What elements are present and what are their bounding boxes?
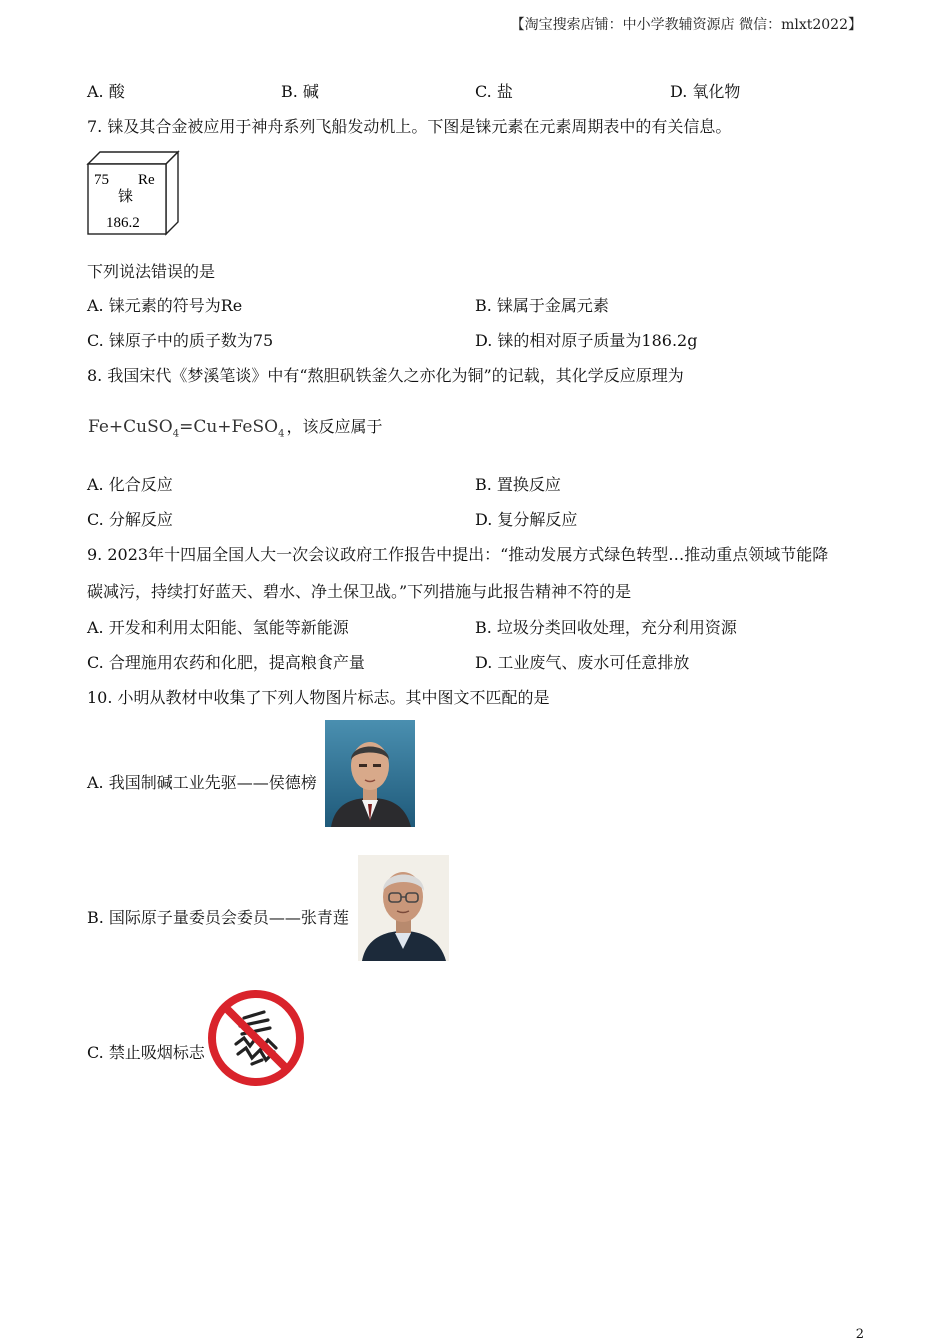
q8-option-d: D. 复分解反应 [475,510,578,529]
page-header: 【淘宝搜索店铺：中小学教辅资源店 微信：mlxt2022】 [510,17,862,33]
q6-option-a: A. 酸 [87,82,125,101]
chemical-equation: Fe+CuSO$_4$=Cu+FeSO$_4$ ，该反应属于 [88,417,383,440]
q7-option-b: B. 铼属于金属元素 [475,296,609,315]
q9-option-b: B. 垃圾分类回收处理，充分利用资源 [475,618,737,637]
q8-option-b: B. 置换反应 [475,475,561,494]
q6-option-c: C. 盐 [475,82,513,101]
q8-option-c: C. 分解反应 [87,510,173,529]
q9-option-c: C. 合理施用农药和化肥，提高粮食产量 [87,653,365,672]
portrait-photo-b [358,855,449,961]
q7-prompt: 下列说法错误的是 [87,262,216,281]
q7-stem: 7. 铼及其合金被应用于神舟系列飞船发动机上。下图是铼元素在元素周期表中的有关信息。 [87,117,732,136]
q9-stem-line2: 碳减污，持续打好蓝天、碧水、净土保卫战。”下列措施与此报告精神不符的是 [87,582,632,601]
portrait-photo-a [325,720,415,827]
q10-option-b: B. 国际原子量委员会委员——张青莲 [87,908,349,927]
q8-stem: 8. 我国宋代《梦溪笔谈》中有“熬胆矾铁釜久之亦化为铜”的记载，其化学反应原理为 [87,366,684,385]
page-number: 2 [855,1327,864,1342]
no-smoking-sign-icon [206,988,306,1088]
q7-option-c: C. 铼原子中的质子数为75 [87,331,274,350]
q10-stem: 10. 小明从教材中收集了下列人物图片标志。其中图文不匹配的是 [87,688,550,707]
element-number: 75 [94,172,109,188]
q7-option-d: D. 铼的相对原子质量为186.2g [475,331,698,350]
element-name: 铼 [118,187,134,205]
element-mass: 186.2 [106,215,140,231]
q9-stem-line1: 9. 2023年十四届全国人大一次会议政府工作报告中提出：“推动发展方式绿色转型…推动重点领域节能降 [87,545,829,564]
q7-option-a: A. 铼元素的符号为Re [87,296,243,315]
q9-option-a: A. 开发和利用太阳能、氢能等新能源 [87,618,349,637]
periodic-table-cell [86,148,182,238]
q10-option-c: C. 禁止吸烟标志 [87,1043,205,1062]
q9-option-d: D. 工业废气、废水可任意排放 [475,653,690,672]
q6-option-d: D. 氧化物 [670,82,741,101]
element-symbol: Re [138,172,155,188]
q6-option-b: B. 碱 [281,82,319,101]
q10-option-a: A. 我国制碱工业先驱——侯德榜 [87,773,317,792]
q8-option-a: A. 化合反应 [87,475,173,494]
